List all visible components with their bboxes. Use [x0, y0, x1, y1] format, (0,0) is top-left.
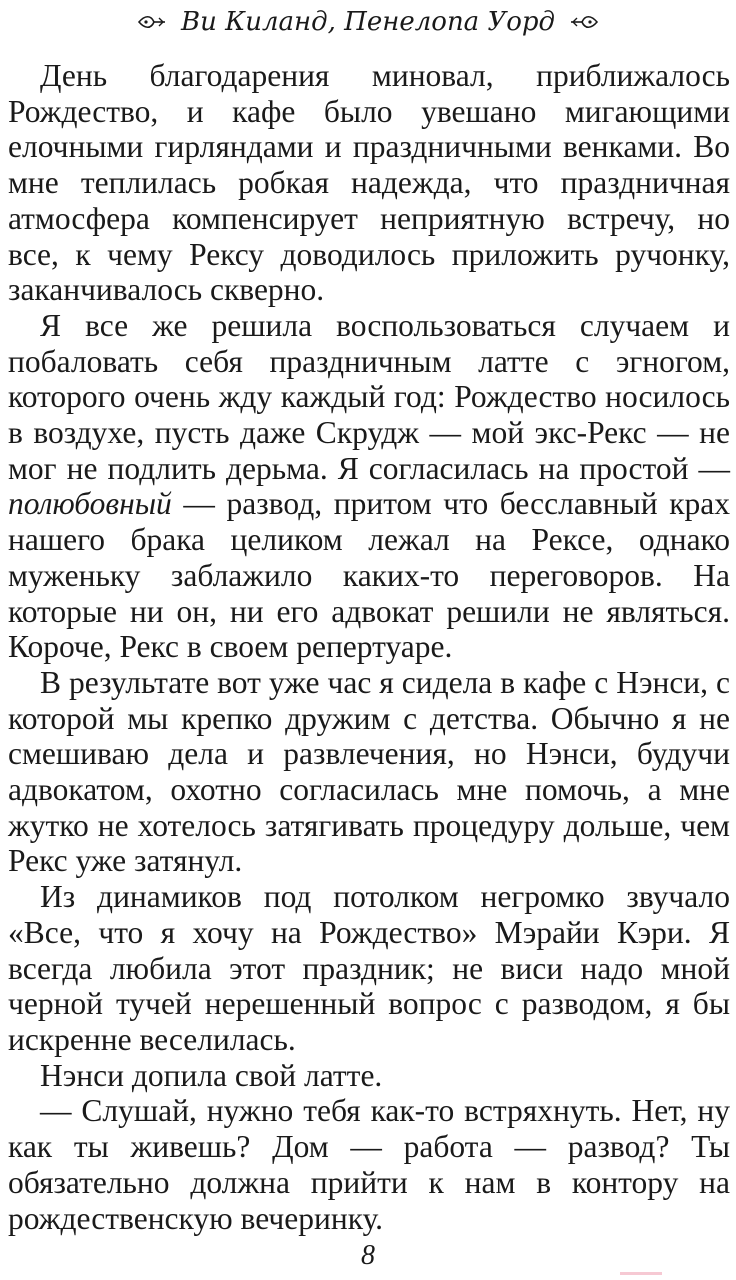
- paragraph: — Слушай, нужно тебя как-то встряхнуть. Нет, ну как ты живешь? Дом — работа — развод? Ты обязательно должна прийти к нам в контору на рождественскую вечеринку.: [8, 1093, 730, 1236]
- italic-word: полюбовный: [8, 486, 172, 522]
- edge-mark: [620, 1272, 662, 1275]
- paragraph: Из динамиков под потолком негромко звучало «Все, что я хочу на Рождество» Мэрайи Кэри. Я всегда любила этот праздник; не виси надо мной черной тучей нерешенный вопрос с разводом, я бы искренне веселилась.: [8, 879, 730, 1057]
- paragraph: День благодарения миновал, приближалось Рождество, и кафе было увешано мигающими елочными гирляндами и праздничными венками. Во мне теплилась робкая надежда, что праздничная атмосфера компенсирует неприятную встречу, но все, к чему Рексу доводилось приложить ручонку, заканчивалось скверно.: [8, 58, 730, 308]
- running-title: Ви Киланд, Пенелопа Уорд: [180, 7, 556, 37]
- paragraph: В результате вот уже час я сидела в кафе с Нэнси, с которой мы крепко дружим с детства. Обычно я не смешиваю дела и развлечения, но Нэнси, будучи адвокатом, охотно согласилась мне помочь, а мне жутко не хотелось затягивать процедуру дольше, чем Рекс уже затянул.: [8, 664, 730, 879]
- fleuron-icon: [569, 13, 599, 31]
- running-head: [0, 4, 736, 39]
- paragraph-text: — развод, притом что бесславный крах нашего брака целиком лежал на Рексе, однако муженьку заблажило каких-то переговоров. На которые ни он, ни его адвокат решили не являться. Короче, Рекс в своем репертуаре.: [8, 486, 730, 665]
- paragraph: Нэнси допила свой латте.: [40, 1057, 383, 1093]
- paragraph-text: Я все же решила воспользоваться случаем и побаловать себя праздничным латте с эгногом, которого очень жду каждый год: Рождество носилось в воздухе, пусть даже Скрудж — мой экс-Рекс — не мог не подлить дерьма. Я согласилась на простой —: [8, 307, 730, 486]
- fleuron-icon: [137, 13, 167, 31]
- body-text: [8, 58, 730, 1236]
- paragraph: [8, 308, 730, 665]
- page-number: 8: [361, 1240, 375, 1271]
